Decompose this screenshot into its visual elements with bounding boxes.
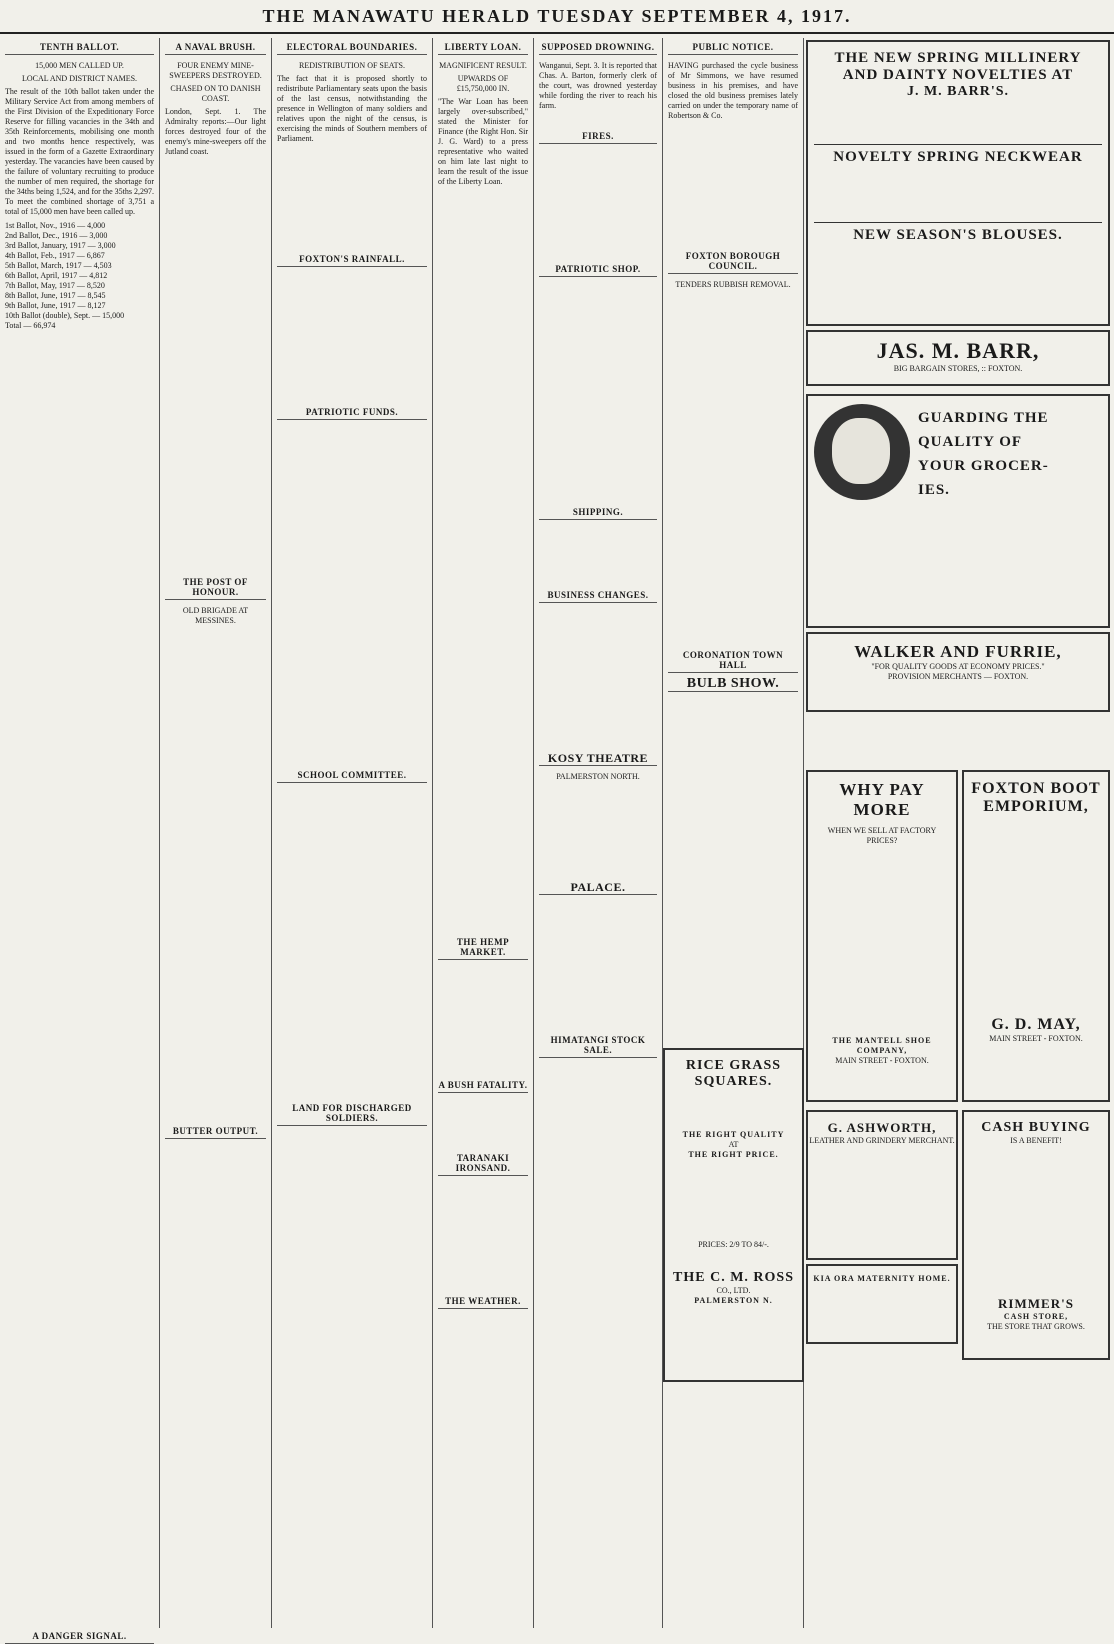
article-headline: PUBLIC NOTICE. [668,42,798,55]
article-body: The result of the 10th ballot taken under the Military Service Act from among members of the First Division of the Expeditionary Force Reserve for filling vacancies in the 34th and 35th Reinforcements, mobilising one month and two months hence respectively, was issued in the form of a Gazette Extraordinary yesterday. The vacancies have been caused by the failure of voluntary recruiting to produce the number of men required, the shortage for the 34ths being 1,524, and for the 35ths 2,297. To meet the combined shortage of 3,751 a total of 15,000 men have been called up. [5,87,154,216]
ad-line: FOXTON BOOT [971,780,1101,797]
ad-line: GUARDING THE [918,410,1049,426]
ad-line: AT [728,1140,739,1149]
ad-line: MORE [853,800,911,819]
ad-line: J. M. BARR'S. [906,84,1010,99]
stock-sale-title: HIMATANGI STOCK SALE. [539,1035,657,1058]
barr-millinery-ad [806,40,1110,326]
column-public-notice [663,38,804,1628]
article-headline: FIRES. [539,131,657,144]
article-body: "The War Loan has been largely over-subscribed," stated the Minister for Finance (the Right Hon. Sir J. G. Ward) to a press representative who waited on him late last night to learn the result of the issue of the Liberty Loan. [438,97,528,186]
ad-line: WHY PAY [839,780,925,799]
masthead: THE MANAWATU HERALD TUESDAY SEPTEMBER 4, 1917. [0,0,1114,34]
rice-grass-squares-ad [663,1048,804,1382]
boot-emporium-ad [962,770,1110,1102]
article-subhead: 15,000 MEN CALLED UP. [35,61,124,70]
cash-buying-ad [962,1110,1110,1360]
article-subhead: OLD BRIGADE AT MESSINES. [182,606,249,625]
walker-furrie-ad [806,632,1110,712]
ad-line: THE MANTELL SHOE COMPANY, [832,1036,932,1055]
ad-line: EMPORIUM, [983,798,1089,815]
ad-line: NEW SEASON'S BLOUSES. [853,227,1063,243]
ad-line: BIG BARGAIN STORES, :: FOXTON. [893,364,1023,373]
article-subhead: LOCAL AND DISTRICT NAMES. [21,74,138,83]
column-electoral [272,38,433,1628]
article-headline: SHIPPING. [539,507,657,520]
article-headline: TENTH BALLOT. [5,42,154,55]
ad-line: NOVELTY SPRING NECKWEAR [833,149,1083,165]
article-headline: THE HEMP MARKET. [438,937,528,960]
article-headline: FOXTON'S RAINFALL. [277,254,427,267]
article-headline: SUPPOSED DROWNING. [539,42,657,55]
ad-line: CASH BUYING [981,1120,1091,1135]
grocery-quality-ad [806,394,1110,628]
article-subhead: FOUR ENEMY MINE-SWEEPERS DESTROYED. [169,61,262,80]
ad-line: PRICES: 2/9 TO 84/-. [698,1240,769,1249]
article-headline: TARANAKI IRONSAND. [438,1153,528,1176]
ad-line: WHEN WE SELL AT FACTORY PRICES? [827,826,937,845]
article-headline: BULB SHOW. [668,679,798,692]
article-body: Wanganui, Sept. 3. It is reported that Chas. A. Barton, formerly clerk of the court, was drowned yesterday while fording the river to reach his farm. [539,61,657,110]
ad-line: RICE GRASS [685,1058,782,1073]
ad-line: IS A BENEFIT! [1010,1136,1062,1145]
article-headline: THE WEATHER. [438,1296,528,1309]
article-headline: PATRIOTIC SHOP. [539,264,657,277]
ad-line: JAS. M. BARR, [876,338,1040,363]
kia-ora-ad [806,1264,958,1344]
article-headline: A BUSH FATALITY. [438,1080,528,1093]
theatre-ad-subtitle: PALMERSTON NORTH. [556,772,640,781]
ad-line: THE RIGHT QUALITY [682,1130,785,1139]
ad-line: THE RIGHT PRICE. [688,1150,779,1159]
ballot-list: 1st Ballot, Nov., 1916 — 4,000 2nd Ballot, Dec., 1916 — 3,000 3rd Ballot, January, 1917 — 3,000 4th Ballot, Feb., 1917 — 6,867 5th Ballot, March, 1917 — 4,503 6th Ballot, April, 1917 — 4,812 7th Ballot, May, 1917 — 8,520 8th Ballot, June, 1917 — 8,545 9th Ballot, June, 1917 — 8,127 10th Ballot (double), Sept. — 15,000 Total — 66,974 [5,221,125,330]
article-headline: LAND FOR DISCHARGED SOLDIERS. [277,1103,427,1126]
ad-line: IES. [918,482,950,498]
article-subhead: CHASED ON TO DANISH COAST. [170,84,261,103]
ad-line: THE NEW SPRING MILLINERY [834,50,1082,66]
theatre-ad-title: KOSY THEATRE [539,753,657,766]
column-naval-brush [160,38,272,1628]
ad-line: THE C. M. ROSS [673,1270,794,1285]
ad-line: G. ASHWORTH, [827,1120,937,1135]
ad-line: QUALITY OF [918,434,1023,450]
ad-line: THE STORE THAT GROWS. [987,1322,1085,1331]
column-tenth-ballot [0,38,160,1641]
article-headline: BUSINESS CHANGES. [539,590,657,603]
article-subhead: TENDERS RUBBISH REMOVAL. [675,280,791,289]
ad-line: AND DAINTY NOVELTIES AT [842,67,1074,83]
article-subhead: MAGNIFICENT RESULT. [439,61,527,70]
ad-line: "FOR QUALITY GOODS AT ECONOMY PRICES." [871,662,1045,671]
article-headline: CORONATION TOWN HALL [668,650,798,673]
ad-line: KIA ORA MATERNITY HOME. [813,1274,951,1283]
article-headline: A NAVAL BRUSH. [165,42,266,55]
article-subhead: UPWARDS OF £15,750,000 IN. [456,74,510,93]
article-body: HAVING purchased the cycle business of Mr Simmons, we have resumed business in his premises, and have closed the old business premises lately carried on under the temporary name of Robertson & Co. [668,61,798,120]
ad-line: PROVISION MERCHANTS — FOXTON. [887,672,1029,681]
article-headline: SCHOOL COMMITTEE. [277,770,427,783]
article-headline: BUTTER OUTPUT. [165,1126,266,1139]
article-headline: THE POST OF HONOUR. [165,577,266,600]
ad-line: SQUARES. [694,1074,773,1089]
column-supposed-drowning [534,38,663,1628]
ad-line: YOUR GROCER- [918,458,1049,474]
article-headline: PATRIOTIC FUNDS. [277,407,427,420]
ad-line: MAIN STREET - FOXTON. [989,1034,1083,1043]
article-body: The fact that it is proposed shortly to redistribute Parliamentary seats upon the basis of the last census, notwithstanding the presence in Wellington of many soldiers and relatives upon the night of the census, is exercising the minds of Southern members of Parliament. [277,74,427,143]
ad-line: MAIN STREET - FOXTON. [835,1056,929,1065]
article-headline: LIBERTY LOAN. [438,42,528,55]
barr-stores-ad [806,330,1110,386]
ad-line: CASH STORE, [1003,1312,1069,1321]
ashworth-ad [806,1110,958,1260]
article-headline: ELECTORAL BOUNDARIES. [277,42,427,55]
grocer-illustration [814,404,910,500]
article-body: London, Sept. 1. The Admiralty reports:—Our light forces destroyed four of the enemy's mine-sweepers off the Jutland coast. [165,107,266,156]
ad-line: RIMMER'S [998,1296,1074,1311]
ad-line: LEATHER AND GRINDERY MERCHANT. [809,1136,955,1145]
ad-line: PALMERSTON N. [694,1296,773,1305]
ad-line: WALKER AND FURRIE, [854,642,1062,661]
why-pay-more-ad [806,770,958,1102]
theatre-ad-title: PALACE. [539,882,657,895]
ad-line: CO., LTD. [716,1286,751,1295]
ad-line: G. D. MAY, [991,1016,1081,1033]
column-liberty-loan [433,38,534,1628]
article-headline: FOXTON BOROUGH COUNCIL. [668,251,798,274]
article-subhead: REDISTRIBUTION OF SEATS. [298,61,405,70]
article-headline: A DANGER SIGNAL. [5,1631,154,1644]
